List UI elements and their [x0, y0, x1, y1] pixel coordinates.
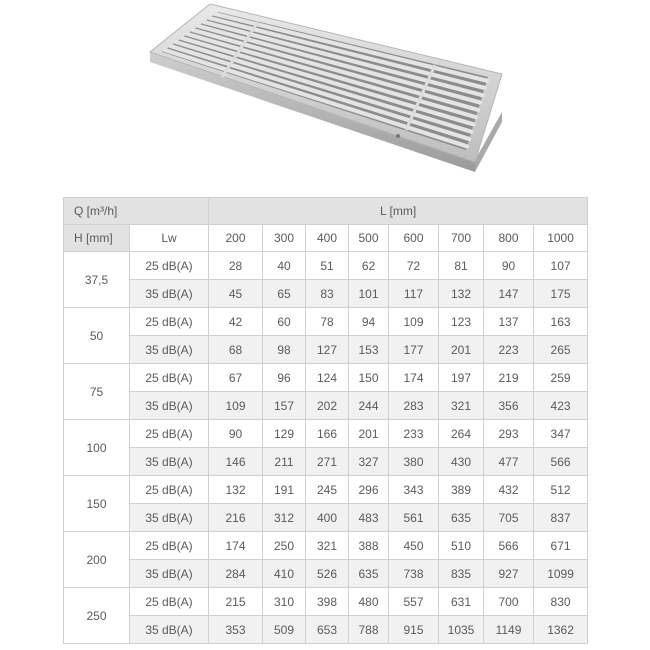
airflow-value-cell: 132 — [209, 476, 263, 504]
airflow-value-cell: 60 — [263, 308, 306, 336]
airflow-value-cell: 107 — [534, 252, 588, 280]
airflow-value-cell: 512 — [534, 476, 588, 504]
airflow-value-cell: 123 — [439, 308, 484, 336]
header-row-h — [64, 225, 588, 252]
length-header: 300 — [263, 225, 306, 252]
airflow-value-cell: 146 — [209, 448, 263, 476]
airflow-value-cell: 557 — [389, 588, 439, 616]
airflow-value-cell: 389 — [439, 476, 484, 504]
airflow-value-cell: 483 — [349, 504, 389, 532]
l-header-cell: L [mm] — [209, 198, 588, 225]
airflow-value-cell: 296 — [349, 476, 389, 504]
airflow-value-cell: 700 — [484, 588, 534, 616]
airflow-value-cell: 78 — [306, 308, 349, 336]
length-header: 200 — [209, 225, 263, 252]
airflow-value-cell: 321 — [439, 392, 484, 420]
airflow-value-cell: 477 — [484, 448, 534, 476]
table-row — [64, 532, 588, 560]
airflow-value-cell: 90 — [484, 252, 534, 280]
length-header: 800 — [484, 225, 534, 252]
airflow-value-cell: 244 — [349, 392, 389, 420]
airflow-value-cell: 310 — [263, 588, 306, 616]
airflow-value-cell: 432 — [484, 476, 534, 504]
airflow-value-cell: 94 — [349, 308, 389, 336]
airflow-value-cell: 233 — [389, 420, 439, 448]
airflow-value-cell: 109 — [389, 308, 439, 336]
airflow-value-cell: 65 — [263, 280, 306, 308]
lw-header-cell: Lw — [130, 225, 209, 252]
airflow-value-cell: 410 — [263, 560, 306, 588]
airflow-value-cell: 293 — [484, 420, 534, 448]
airflow-value-cell: 1362 — [534, 616, 588, 644]
height-value-cell: 50 — [64, 308, 130, 364]
sound-level-cell: 25 dB(A) — [130, 420, 209, 448]
airflow-value-cell: 202 — [306, 392, 349, 420]
airflow-value-cell: 705 — [484, 504, 534, 532]
sound-level-cell: 25 dB(A) — [130, 588, 209, 616]
airflow-value-cell: 353 — [209, 616, 263, 644]
airflow-value-cell: 250 — [263, 532, 306, 560]
sound-level-cell: 25 dB(A) — [130, 308, 209, 336]
airflow-value-cell: 830 — [534, 588, 588, 616]
airflow-value-cell: 526 — [306, 560, 349, 588]
airflow-value-cell: 175 — [534, 280, 588, 308]
airflow-value-cell: 201 — [439, 336, 484, 364]
table-row — [64, 308, 588, 336]
airflow-value-cell: 157 — [263, 392, 306, 420]
airflow-value-cell: 117 — [389, 280, 439, 308]
airflow-value-cell: 42 — [209, 308, 263, 336]
airflow-value-cell: 83 — [306, 280, 349, 308]
airflow-value-cell: 211 — [263, 448, 306, 476]
airflow-value-cell: 174 — [209, 532, 263, 560]
table-row — [64, 392, 588, 420]
sound-level-cell: 25 dB(A) — [130, 532, 209, 560]
airflow-value-cell: 215 — [209, 588, 263, 616]
airflow-value-cell: 380 — [389, 448, 439, 476]
airflow-value-cell: 738 — [389, 560, 439, 588]
airflow-value-cell: 343 — [389, 476, 439, 504]
airflow-value-cell: 62 — [349, 252, 389, 280]
sound-level-cell: 25 dB(A) — [130, 252, 209, 280]
airflow-value-cell: 284 — [209, 560, 263, 588]
sound-level-cell: 35 dB(A) — [130, 560, 209, 588]
height-value-cell: 200 — [64, 532, 130, 588]
table-row — [64, 588, 588, 616]
airflow-value-cell: 259 — [534, 364, 588, 392]
airflow-value-cell: 356 — [484, 392, 534, 420]
airflow-value-cell: 480 — [349, 588, 389, 616]
airflow-value-cell: 67 — [209, 364, 263, 392]
table-row — [64, 504, 588, 532]
table-row — [64, 476, 588, 504]
table-row — [64, 252, 588, 280]
airflow-value-cell: 566 — [534, 448, 588, 476]
airflow-value-cell: 137 — [484, 308, 534, 336]
airflow-value-cell: 51 — [306, 252, 349, 280]
airflow-value-cell: 271 — [306, 448, 349, 476]
airflow-value-cell: 915 — [389, 616, 439, 644]
length-header: 1000 — [534, 225, 588, 252]
airflow-value-cell: 265 — [534, 336, 588, 364]
length-header: 400 — [306, 225, 349, 252]
airflow-value-cell: 98 — [263, 336, 306, 364]
airflow-value-cell: 835 — [439, 560, 484, 588]
airflow-value-cell: 28 — [209, 252, 263, 280]
airflow-value-cell: 837 — [534, 504, 588, 532]
airflow-value-cell: 81 — [439, 252, 484, 280]
table-row — [64, 448, 588, 476]
airflow-value-cell: 327 — [349, 448, 389, 476]
airflow-value-cell: 635 — [349, 560, 389, 588]
airflow-value-cell: 400 — [306, 504, 349, 532]
airflow-value-cell: 219 — [484, 364, 534, 392]
airflow-value-cell: 177 — [389, 336, 439, 364]
airflow-value-cell: 96 — [263, 364, 306, 392]
airflow-value-cell: 264 — [439, 420, 484, 448]
airflow-value-cell: 388 — [349, 532, 389, 560]
airflow-value-cell: 127 — [306, 336, 349, 364]
table-row — [64, 616, 588, 644]
sound-level-cell: 25 dB(A) — [130, 364, 209, 392]
airflow-value-cell: 124 — [306, 364, 349, 392]
airflow-value-cell: 132 — [439, 280, 484, 308]
airflow-value-cell: 927 — [484, 560, 534, 588]
height-value-cell: 37,5 — [64, 252, 130, 308]
airflow-value-cell: 321 — [306, 532, 349, 560]
table-row — [64, 560, 588, 588]
airflow-value-cell: 174 — [389, 364, 439, 392]
sound-level-cell: 35 dB(A) — [130, 448, 209, 476]
sound-level-cell: 25 dB(A) — [130, 476, 209, 504]
airflow-value-cell: 68 — [209, 336, 263, 364]
airflow-value-cell: 223 — [484, 336, 534, 364]
grille-product-image — [140, 0, 510, 178]
airflow-value-cell: 788 — [349, 616, 389, 644]
airflow-value-cell: 153 — [349, 336, 389, 364]
airflow-value-cell: 45 — [209, 280, 263, 308]
airflow-value-cell: 561 — [389, 504, 439, 532]
airflow-value-cell: 398 — [306, 588, 349, 616]
q-header-cell: Q [m³/h] — [64, 198, 209, 225]
airflow-value-cell: 163 — [534, 308, 588, 336]
airflow-value-cell: 40 — [263, 252, 306, 280]
sound-level-cell: 35 dB(A) — [130, 616, 209, 644]
airflow-value-cell: 450 — [389, 532, 439, 560]
height-value-cell: 250 — [64, 588, 130, 644]
airflow-value-cell: 201 — [349, 420, 389, 448]
length-header: 700 — [439, 225, 484, 252]
airflow-value-cell: 653 — [306, 616, 349, 644]
airflow-value-cell: 509 — [263, 616, 306, 644]
airflow-value-cell: 90 — [209, 420, 263, 448]
height-value-cell: 150 — [64, 476, 130, 532]
airflow-value-cell: 197 — [439, 364, 484, 392]
airflow-value-cell: 150 — [349, 364, 389, 392]
airflow-value-cell: 191 — [263, 476, 306, 504]
table-row — [64, 364, 588, 392]
airflow-value-cell: 72 — [389, 252, 439, 280]
height-value-cell: 100 — [64, 420, 130, 476]
airflow-value-cell: 101 — [349, 280, 389, 308]
airflow-value-cell: 347 — [534, 420, 588, 448]
airflow-value-cell: 635 — [439, 504, 484, 532]
airflow-value-cell: 430 — [439, 448, 484, 476]
sound-level-cell: 35 dB(A) — [130, 392, 209, 420]
airflow-value-cell: 671 — [534, 532, 588, 560]
sound-level-cell: 35 dB(A) — [130, 504, 209, 532]
airflow-value-cell: 109 — [209, 392, 263, 420]
airflow-value-cell: 631 — [439, 588, 484, 616]
airflow-value-cell: 423 — [534, 392, 588, 420]
airflow-performance-table — [63, 197, 588, 644]
length-header: 500 — [349, 225, 389, 252]
airflow-value-cell: 312 — [263, 504, 306, 532]
table-row — [64, 280, 588, 308]
sound-level-cell: 35 dB(A) — [130, 336, 209, 364]
sound-level-cell: 35 dB(A) — [130, 280, 209, 308]
airflow-value-cell: 129 — [263, 420, 306, 448]
airflow-value-cell: 1035 — [439, 616, 484, 644]
length-header: 600 — [389, 225, 439, 252]
airflow-value-cell: 283 — [389, 392, 439, 420]
height-value-cell: 75 — [64, 364, 130, 420]
airflow-value-cell: 1149 — [484, 616, 534, 644]
airflow-value-cell: 147 — [484, 280, 534, 308]
table-row — [64, 336, 588, 364]
airflow-value-cell: 245 — [306, 476, 349, 504]
table-row — [64, 420, 588, 448]
airflow-value-cell: 566 — [484, 532, 534, 560]
header-row-q — [64, 198, 588, 225]
airflow-value-cell: 510 — [439, 532, 484, 560]
airflow-value-cell: 166 — [306, 420, 349, 448]
h-header-cell: H [mm] — [64, 225, 130, 252]
airflow-value-cell: 216 — [209, 504, 263, 532]
airflow-value-cell: 1099 — [534, 560, 588, 588]
